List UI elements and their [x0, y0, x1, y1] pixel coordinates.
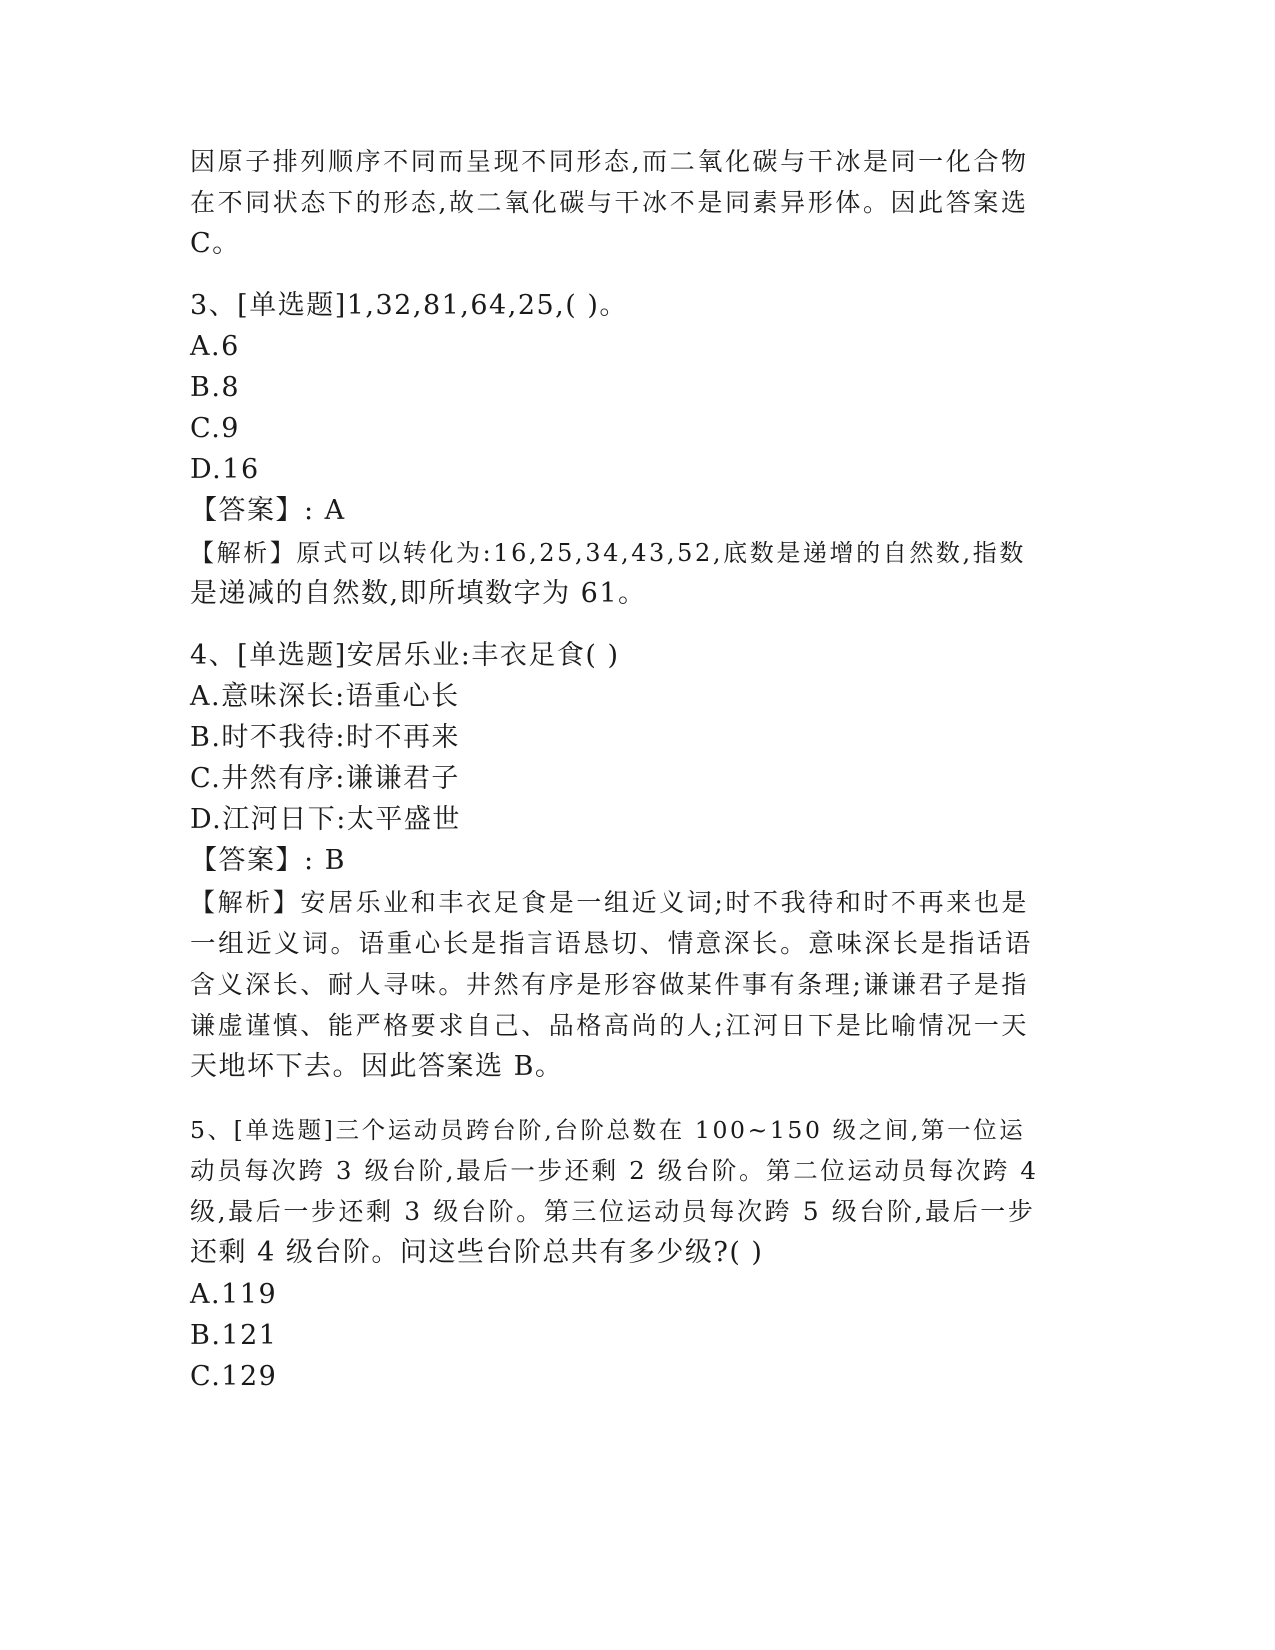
question-3-stem: 3、[单选题]1,32,81,64,25,( )。	[190, 290, 628, 321]
question-4-option-d: D.江河日下:太平盛世	[190, 804, 461, 835]
question-3-option-c: C.9	[190, 413, 240, 444]
question-4-analysis-line: 含义深长、耐人寻味。井然有序是形容做某件事有条理;谦谦君子是指	[190, 970, 1030, 999]
question-4-option-c: C.井然有序:谦谦君子	[190, 763, 460, 794]
question-4-analysis-line: 一组近义词。语重心长是指言语恳切、情意深长。意味深长是指话语	[190, 929, 1034, 959]
question-3-analysis-line: 是递减的自然数,即所填数字为 61。	[190, 578, 647, 609]
question-5-stem-line: 5、[单选题]三个运动员跨台阶,台阶总数在 100~150 级之间,第一位运	[190, 1116, 1026, 1144]
question-4-analysis-line: 天地坏下去。因此答案选 B。	[190, 1051, 564, 1082]
explanation-line: 因原子排列顺序不同而呈现不同形态,而二氧化碳与干冰是同一化合物	[190, 147, 1029, 176]
question-4-option-b: B.时不我待:时不再来	[190, 722, 461, 753]
question-5-option-a: A.119	[190, 1279, 278, 1310]
question-3-option-a: A.6	[190, 331, 240, 362]
explanation-line: C。	[190, 228, 241, 259]
question-3-option-b: B.8	[190, 372, 241, 403]
question-5-stem-line: 级,最后一步还剩 3 级台阶。第三位运动员每次跨 5 级台阶,最后一步	[190, 1197, 1036, 1226]
question-4-stem: 4、[单选题]安居乐业:丰衣足食( )	[190, 640, 620, 671]
question-4-analysis-line: 谦虚谨慎、能严格要求自己、品格高尚的人;江河日下是比喻情况一天	[190, 1011, 1030, 1040]
question-4-analysis-line: 【解析】安居乐业和丰衣足食是一组近义词;时不我待和时不再来也是	[190, 888, 1030, 917]
explanation-line: 在不同状态下的形态,故二氧化碳与干冰不是同素异形体。因此答案选	[190, 188, 1029, 217]
question-3-answer: 【答案】: A	[190, 495, 346, 526]
question-5-option-b: B.121	[190, 1320, 278, 1351]
question-5-option-c: C.129	[190, 1361, 278, 1392]
question-5-stem-line: 还剩 4 级台阶。问这些台阶总共有多少级?( )	[190, 1237, 764, 1268]
question-4-option-a: A.意味深长:语重心长	[190, 681, 460, 712]
question-3-analysis-line: 【解析】原式可以转化为:16,25,34,43,52,底数是递增的自然数,指数	[190, 539, 1026, 567]
question-5-stem-line: 动员每次跨 3 级台阶,最后一步还剩 2 级台阶。第二位运动员每次跨 4	[190, 1156, 1039, 1185]
question-3-option-d: D.16	[190, 454, 260, 485]
question-4-answer: 【答案】: B	[190, 845, 347, 876]
